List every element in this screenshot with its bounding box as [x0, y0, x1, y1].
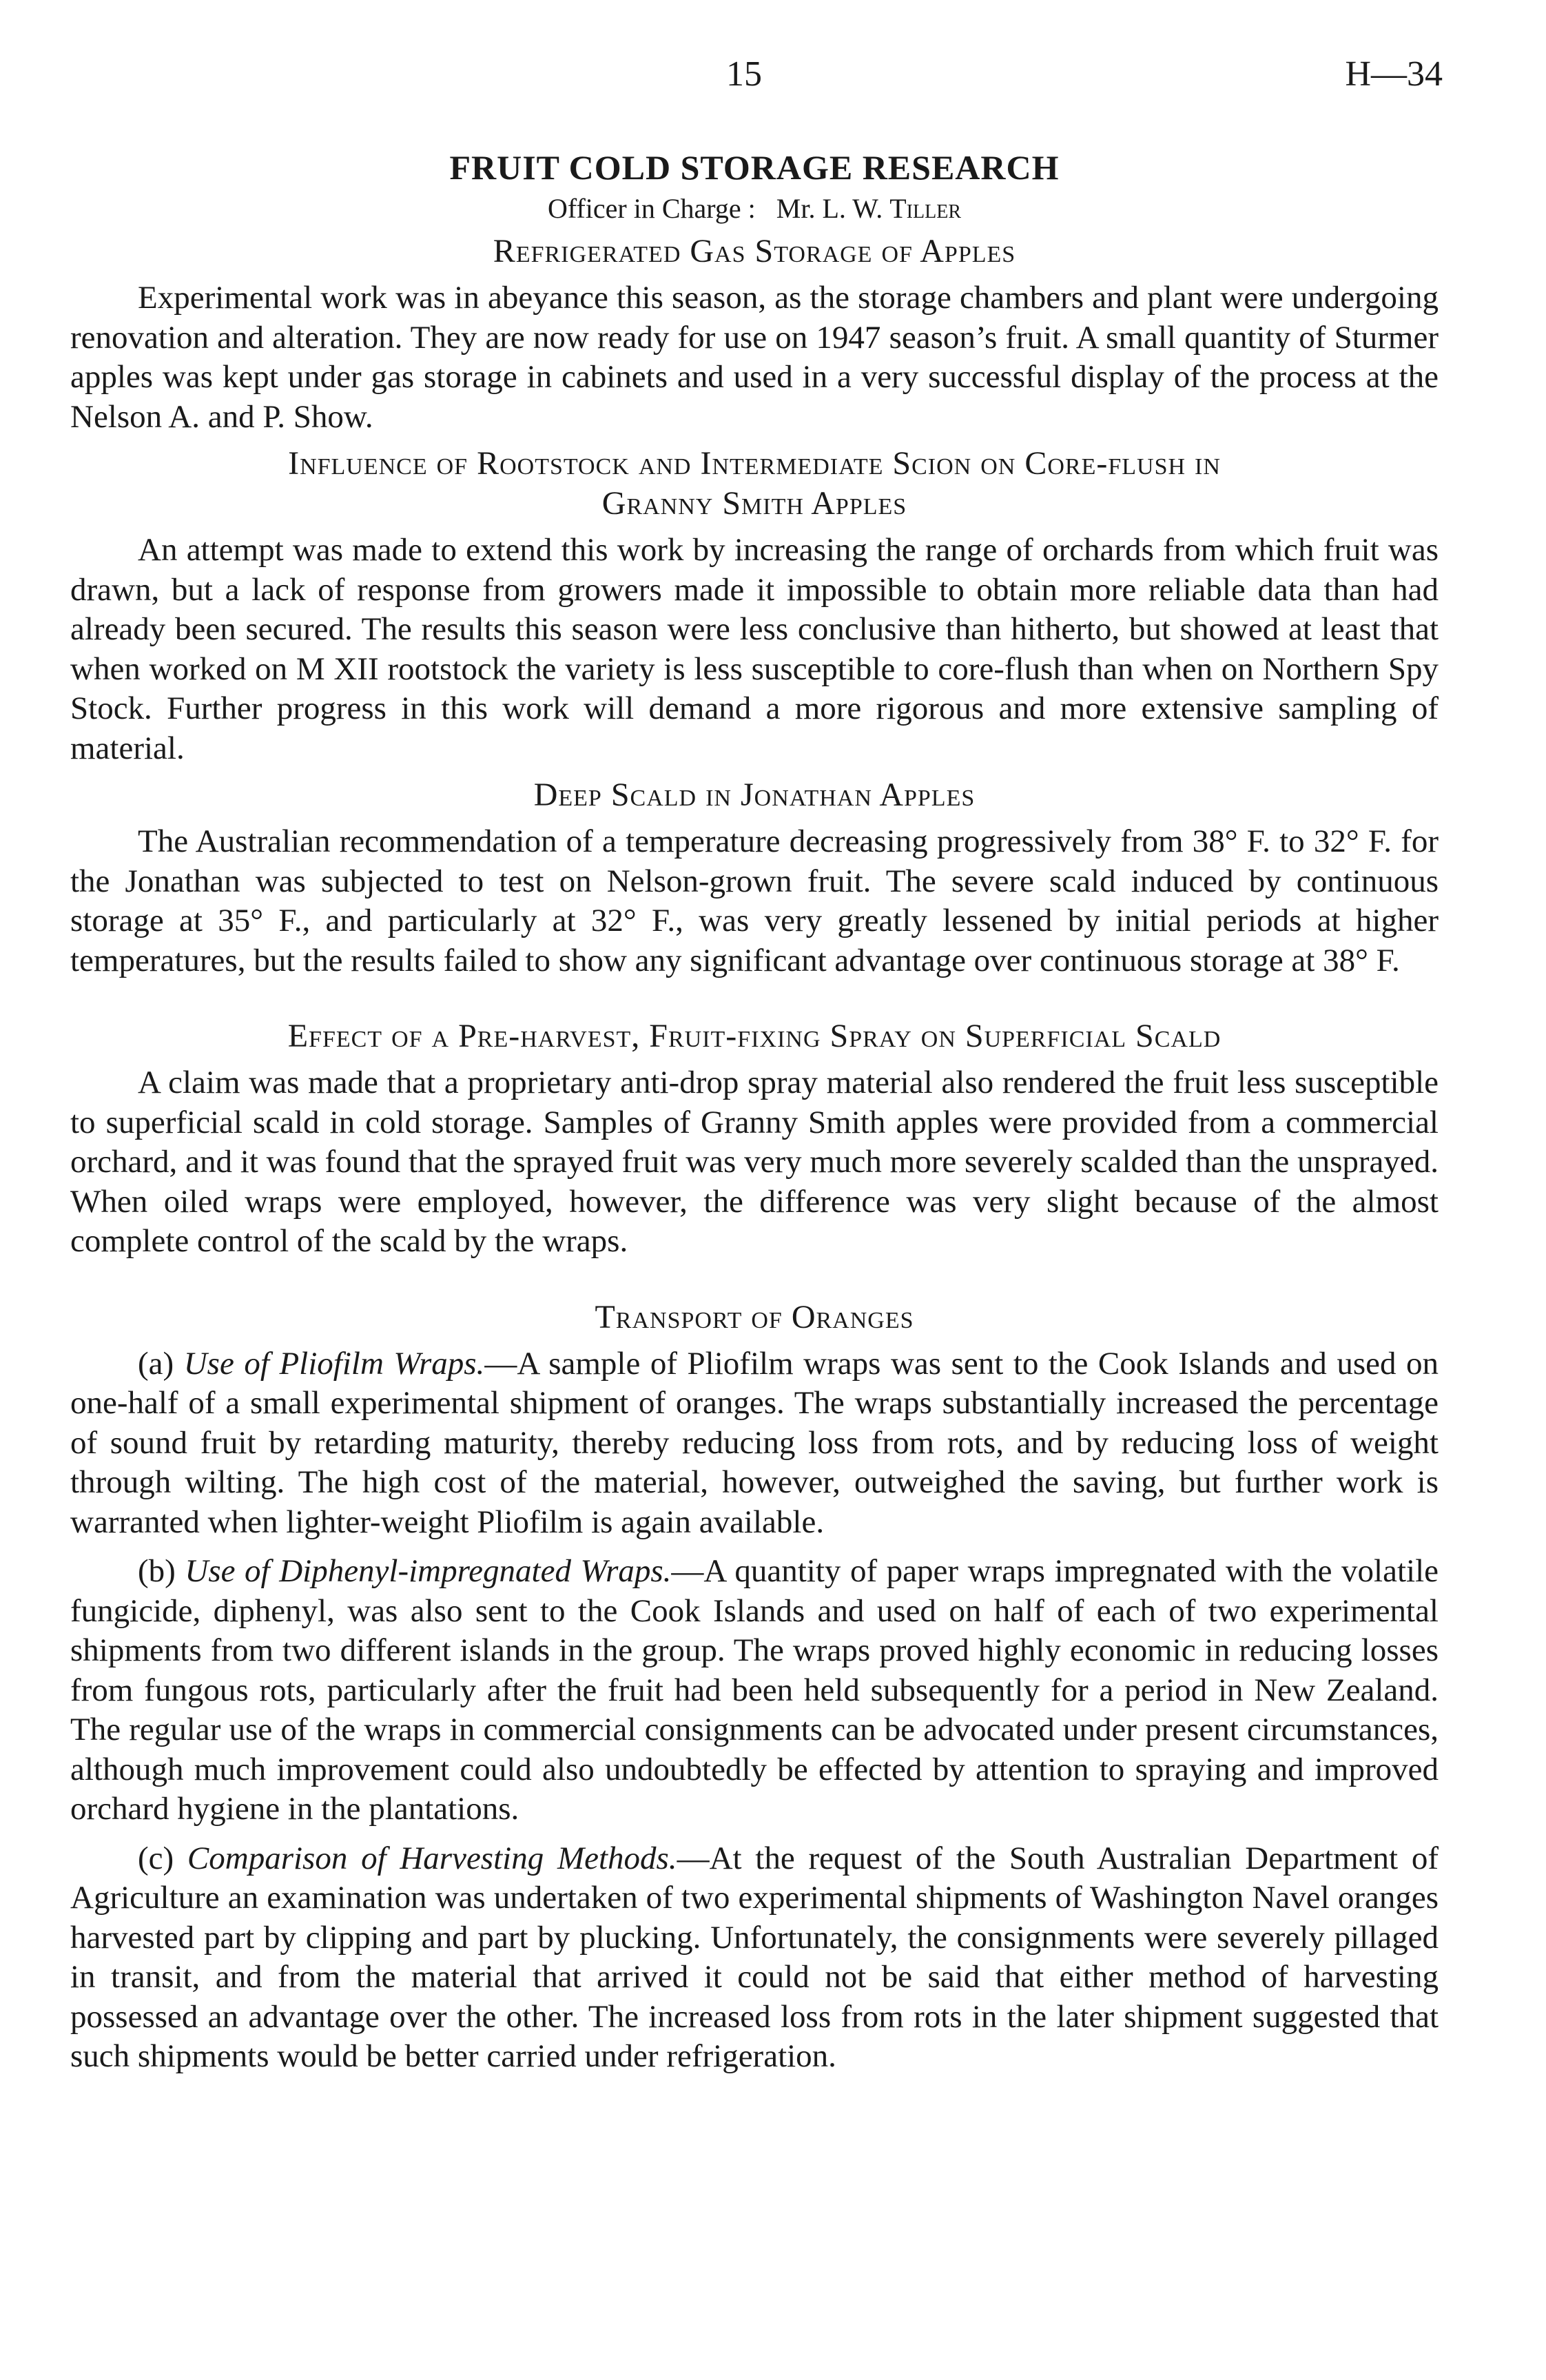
- officer-label: Officer in Charge :: [548, 193, 756, 224]
- officer-surname: Tiller: [889, 193, 961, 224]
- section-heading-spray: Effect of a Pre-harvest, Fruit-fixing Spray on Superficial Scald: [287, 1018, 1222, 1054]
- officer-line: [70, 190, 1439, 227]
- paragraph-gas-storage: Experimental work was in abeyance this season, as the storage chambers and plant were undergoing renovation and alteration. They are now ready for use on 1947 season’s fruit. A small quantity of Sturmer apples was kept under gas storage in cabinets and used in a very successful display of the process at the Nelson A. and P. Show.: [70, 280, 1439, 435]
- page-header: [72, 54, 1443, 109]
- item-label-diphenyl: Use of Diphenyl-impregnated Wraps.: [185, 1553, 672, 1589]
- paragraph-diphenyl: [70, 1552, 1439, 1829]
- item-text-pliofilm: —A sample of Pliofilm wraps was sent to the Cook Islands and used on one-half of a small experimental shipment of oranges. The wraps substantially increased the percentage of sound fruit by retarding maturity, thereby reducing loss from rots, and by reducing loss of weight through wilting. The high cost of the material, however, outweighed the saving, but further work is warranted when lighter-weight Pliofilm is again available.: [70, 1345, 1439, 1540]
- item-text-harvesting: —At the request of the South Australian Department of Agriculture an examination was undertaken of two experimental shipments of Washington Navel oranges harvested part by clipping and part by plucking. Unfortunately, the consignments were severely pillaged in transit, and from the material that arrived it could not be said that either method of harvesting possessed an advantage over the other. The increased loss from rots in the later shipment suggested that such shipments would be better carried under refrigeration.: [70, 1840, 1439, 2074]
- paragraph-harvesting: [70, 1839, 1439, 2077]
- page-title: FRUIT COLD STORAGE RESEARCH: [449, 148, 1060, 187]
- page-content: [70, 146, 1439, 2077]
- section-heading-rootstock-line1: Influence of Rootstock and Intermediate Scion on Core-flush in: [288, 445, 1221, 482]
- item-marker-c: (c): [138, 1840, 174, 1876]
- document-code: H—34: [1345, 54, 1443, 94]
- paragraph-rootstock: An attempt was made to extend this work by increasing the range of orchards from which fruit was drawn, but a lack of response from growers made it impossible to obtain more reliable data than had already been secured. The results this season were less conclusive than hitherto, but showed at least that when worked on M XII rootstock the variety is less susceptible to core-flush than when on Northern Spy Stock. Further progress in this work will demand a more rigorous and more extensive sampling of material.: [70, 532, 1439, 766]
- item-marker-b: (b): [138, 1553, 176, 1589]
- paragraph-spray: A claim was made that a proprietary anti-drop spray material also rendered the fruit less susceptible to superficial scald in cold storage. Samples of Granny Smith apples were provided from a commercial orchard, and it was found that the sprayed fruit was very much more severely scalded than the unsprayed. When oiled wraps were employed, however, the difference was very slight because of the almost complete control of the scald by the wraps.: [70, 1065, 1439, 1259]
- page-number: 15: [726, 54, 762, 94]
- paragraph-pliofilm: [70, 1344, 1439, 1543]
- section-heading-rootstock: [70, 444, 1439, 524]
- section-heading-rootstock-line2: Granny Smith Apples: [601, 485, 907, 522]
- section-heading-oranges: Transport of Oranges: [595, 1298, 914, 1335]
- item-label-pliofilm: Use of Pliofilm Wraps.: [183, 1345, 485, 1382]
- item-marker-a: (a): [138, 1345, 174, 1382]
- section-heading-gas-storage: Refrigerated Gas Storage of Apples: [493, 233, 1016, 269]
- item-label-harvesting: Comparison of Harvesting Methods.: [187, 1840, 677, 1876]
- item-text-diphenyl: —A quantity of paper wraps impregnated with the volatile fungicide, diphenyl, was also sent to the Cook Islands and used on half of each of two experimental shipments from two different islands in the group. The wraps proved highly economic in reducing losses from fungous rots, particularly after the fruit had been held subsequently for a period in New Zealand. The regular use of the wraps in commercial consignments can be advocated under present circumstances, although much improvement could also undoubtedly be effected by attention to spraying and improved orchard hygiene in the plantations.: [70, 1553, 1439, 1827]
- officer-name-prefix: Mr. L. W.: [776, 193, 883, 224]
- paragraph-deep-scald: The Australian recommendation of a temperature decreasing progressively from 38° F. to 32° F. for the Jonathan was subjected to test on Nelson-grown fruit. The severe scald induced by continuous storage at 35° F., and particularly at 32° F., was very greatly lessened by initial periods at higher temperatures, but the results failed to show any significant advantage over continuous storage at 38° F.: [70, 823, 1439, 978]
- section-heading-deep-scald: Deep Scald in Jonathan Apples: [533, 777, 976, 813]
